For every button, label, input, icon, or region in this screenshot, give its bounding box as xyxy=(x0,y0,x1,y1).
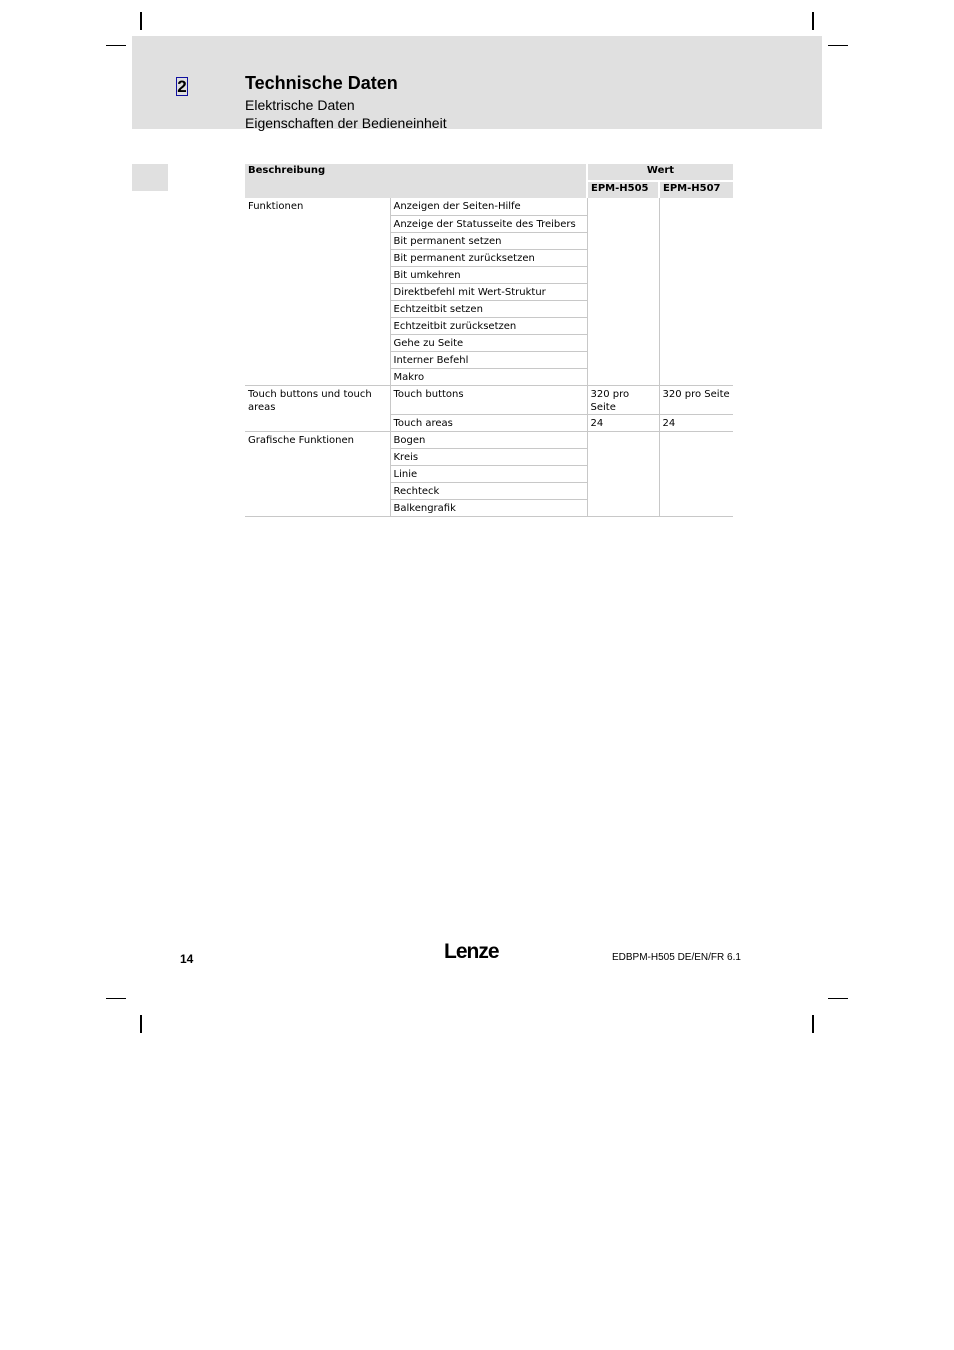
crop-mark xyxy=(106,45,126,46)
list-item: Rechteck xyxy=(390,482,587,499)
side-tab xyxy=(132,164,168,191)
header-epm-h505: EPM-H505 xyxy=(587,181,659,198)
header-epm-h507: EPM-H507 xyxy=(659,181,733,198)
value-blank xyxy=(659,198,733,385)
group-label: Grafische Funktionen xyxy=(245,431,390,516)
header-description: Beschreibung xyxy=(245,164,587,198)
crop-mark xyxy=(140,1015,142,1033)
value-cell: 320 pro Seite xyxy=(587,385,659,414)
page-subtitle: Elektrische Daten xyxy=(245,97,355,113)
page-number: 14 xyxy=(180,952,194,966)
list-item: Touch buttons xyxy=(390,385,587,414)
list-item: Anzeige der Statusseite des Treibers xyxy=(390,215,587,232)
crop-mark xyxy=(812,12,814,30)
list-item: Echtzeitbit setzen xyxy=(390,300,587,317)
list-item: Touch areas xyxy=(390,414,587,431)
crop-mark xyxy=(140,12,142,30)
value-cell: 24 xyxy=(659,414,733,431)
crop-mark xyxy=(106,998,126,999)
crop-mark xyxy=(828,45,848,46)
list-item: Bit umkehren xyxy=(390,266,587,283)
list-item: Bit permanent zurücksetzen xyxy=(390,249,587,266)
group-label: Funktionen xyxy=(245,198,390,385)
value-cell: 320 pro Seite xyxy=(659,385,733,414)
document-id: EDBPM-H505 DE/EN/FR 6.1 xyxy=(612,952,741,963)
list-item: Echtzeitbit zurücksetzen xyxy=(390,317,587,334)
list-item: Kreis xyxy=(390,448,587,465)
list-item: Linie xyxy=(390,465,587,482)
lenze-logo: Lenze xyxy=(444,940,499,963)
crop-mark xyxy=(812,1015,814,1033)
list-item: Anzeigen der Seiten-Hilfe xyxy=(390,198,587,215)
list-item: Makro xyxy=(390,368,587,385)
page-title: Technische Daten xyxy=(245,73,398,93)
list-item: Bogen xyxy=(390,431,587,448)
value-blank xyxy=(587,198,659,385)
crop-mark xyxy=(828,998,848,999)
chapter-number: 2 xyxy=(177,77,187,96)
list-item: Gehe zu Seite xyxy=(390,334,587,351)
value-blank xyxy=(659,431,733,516)
list-item: Interner Befehl xyxy=(390,351,587,368)
list-item: Direktbefehl mit Wert-Struktur xyxy=(390,283,587,300)
header-value: Wert xyxy=(587,164,733,181)
value-cell: 24 xyxy=(587,414,659,431)
spec-table xyxy=(245,164,733,517)
list-item: Balkengrafik xyxy=(390,499,587,516)
header-band xyxy=(132,36,822,129)
page-subtitle-2: Eigenschaften der Bedieneinheit xyxy=(245,115,447,131)
group-label: Touch buttons und touch areas xyxy=(245,385,390,431)
value-blank xyxy=(587,431,659,516)
list-item: Bit permanent setzen xyxy=(390,232,587,249)
